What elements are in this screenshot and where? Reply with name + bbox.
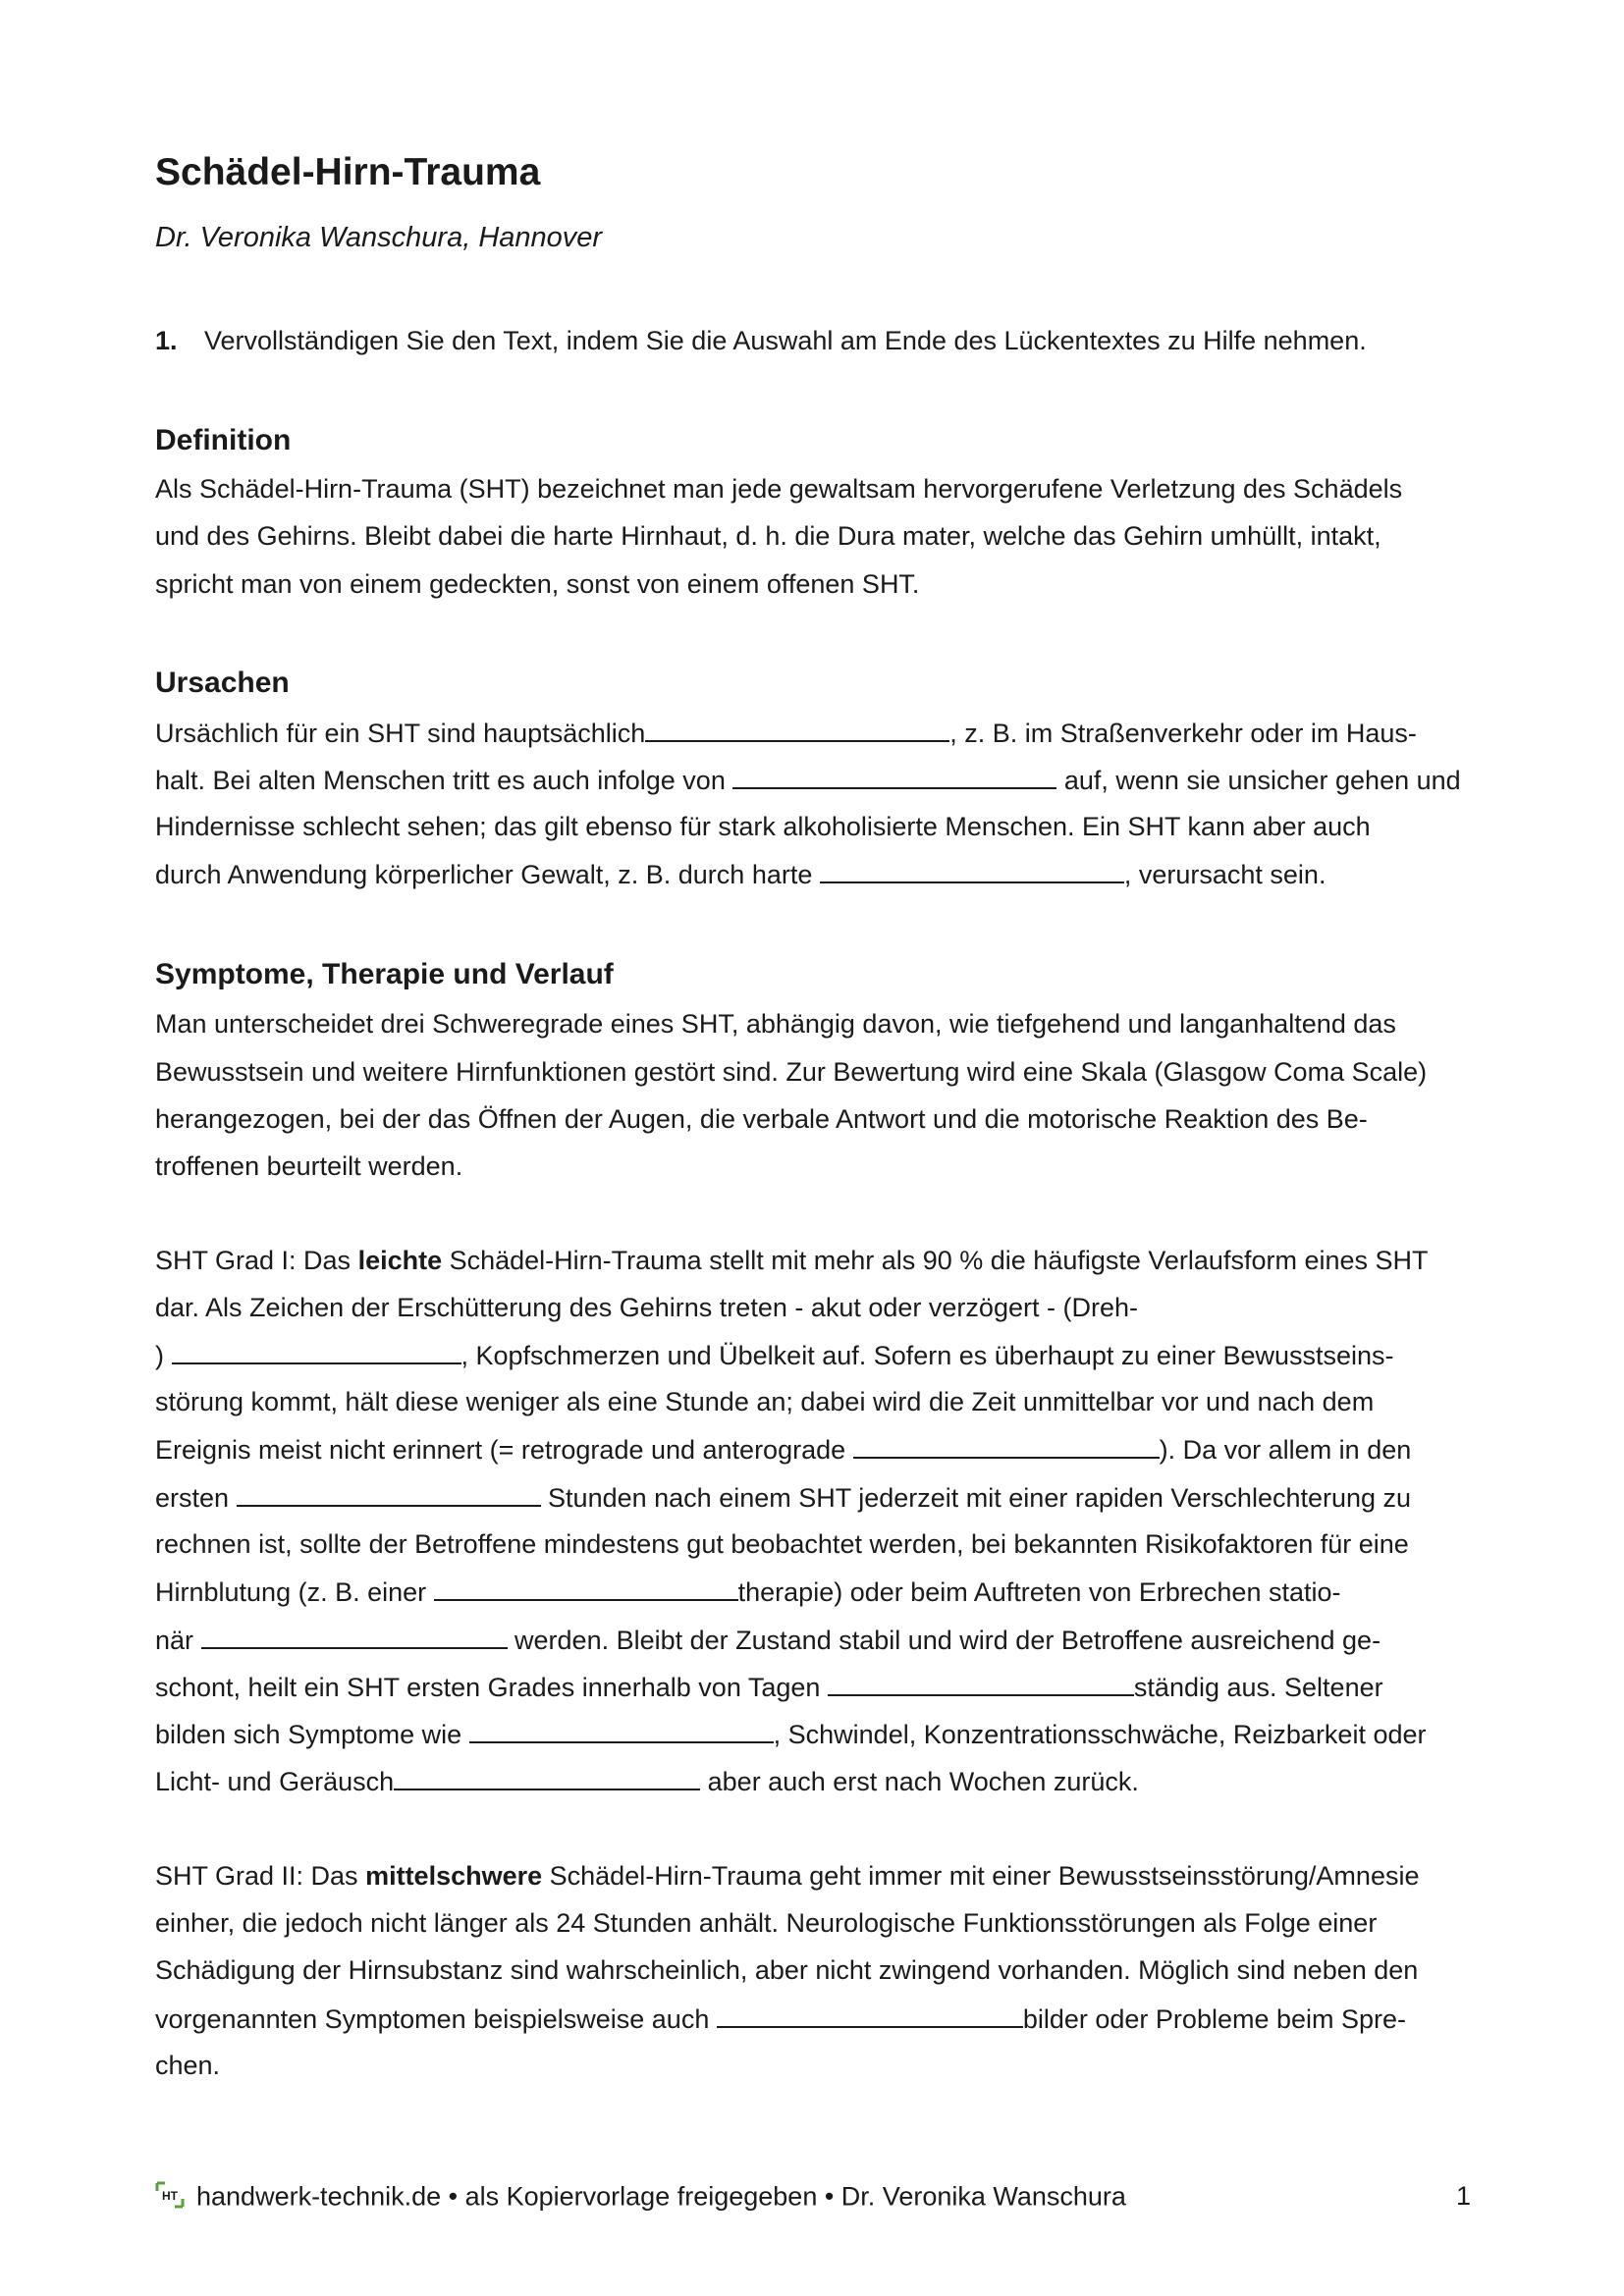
emphasis-mittelschwere: mittelschwere: [365, 1861, 543, 1891]
blank-field[interactable]: [645, 717, 949, 742]
publisher-logo-icon: [155, 2181, 185, 2216]
grad1-line: Licht- und Geräusch aber auch erst nach Wochen zurück.: [155, 1767, 1139, 1796]
emphasis-leichte: leichte: [357, 1246, 443, 1275]
heading-symptome: Symptome, Therapie und Verlauf: [155, 958, 614, 990]
page-footer: [155, 2181, 1471, 2216]
task-instruction: [155, 326, 1367, 356]
blank-field[interactable]: [469, 1718, 774, 1743]
grad1-line: när werden. Bleibt der Zustand stabil und wird der Betroffene ausreichend ge-: [155, 1626, 1381, 1655]
blank-field[interactable]: [828, 1671, 1134, 1696]
grad1-line: störung kommt, hält diese weniger als eine Stunde an; dabei wird die Zeit unmittelbar vor und nach dem: [155, 1387, 1375, 1416]
footer-text: handwerk-technik.de • als Kopiervorlage freigegeben • Dr. Veronika Wanschura: [196, 2181, 1126, 2212]
task-text: Vervollständigen Sie den Text, indem Sie die Auswahl am Ende des Lückentextes zu Hilfe nehmen.: [204, 326, 1367, 355]
grad1-line: ) , Kopfschmerzen und Übelkeit auf. Sofern es überhaupt zu einer Bewusstseins-: [155, 1341, 1394, 1370]
definition-line: Als Schädel-Hirn-Trauma (SHT) bezeichnet man jede gewaltsam hervorgerufene Verletzung des Schädels: [155, 474, 1403, 504]
grad1-line: bilden sich Symptome wie , Schwindel, Konzentrationsschwäche, Reizbarkeit oder: [155, 1720, 1427, 1749]
blank-field[interactable]: [732, 764, 1056, 789]
grad2-line: einher, die jedoch nicht länger als 24 Stunden anhält. Neurologische Funktionsstörungen als Folge einer: [155, 1908, 1378, 1938]
grad1-line: ersten Stunden nach einem SHT jederzeit mit einer rapiden Verschlechterung zu: [155, 1483, 1412, 1513]
symptome-line: Bewusstsein und weitere Hirnfunktionen gestört sind. Zur Bewertung wird eine Skala (Glasgow Coma Scale): [155, 1057, 1428, 1087]
blank-field[interactable]: [172, 1339, 461, 1364]
grad2-line: vorgenannten Symptomen beispielsweise auch bilder oder Probleme beim Spre-: [155, 2004, 1407, 2034]
ursachen-line: Hindernisse schlecht sehen; das gilt ebenso für stark alkoholisierte Menschen. Ein SHT kann aber auch: [155, 812, 1371, 841]
grad1-line: Hirnblutung (z. B. einer therapie) oder beim Auftreten von Erbrechen statio-: [155, 1577, 1341, 1607]
grad1-line: rechnen ist, sollte der Betroffene mindestens gut beobachtet werden, bei bekannten Risikofaktoren für eine: [155, 1529, 1409, 1559]
grad2-line: SHT Grad II: Das mittelschwere Schädel-Hirn-Trauma geht immer mit einer Bewusstseinsstörung/Amnesie: [155, 1861, 1420, 1891]
svg-text:HT: HT: [162, 2189, 178, 2203]
symptome-line: Man unterscheidet drei Schweregrade eines SHT, abhängig davon, wie tiefgehend und langanhaltend das: [155, 1009, 1396, 1039]
grad1-line: SHT Grad I: Das leichte Schädel-Hirn-Trauma stellt mit mehr als 90 % die häufigste Verlaufsform eines SHT: [155, 1246, 1429, 1275]
ursachen-line: halt. Bei alten Menschen tritt es auch infolge von auf, wenn sie unsicher gehen und: [155, 766, 1461, 795]
grad1-line: Ereignis meist nicht erinnert (= retrograde und anterograde ). Da vor allem in den: [155, 1435, 1412, 1465]
symptome-line: herangezogen, bei der das Öffnen der Augen, die verbale Antwort und die motorische Reaktion des Be-: [155, 1104, 1368, 1134]
heading-ursachen: Ursachen: [155, 667, 290, 699]
grad1-line: dar. Als Zeichen der Erschütterung des Gehirns treten - akut oder verzögert - (Dreh-: [155, 1293, 1138, 1322]
ursachen-line: Ursächlich für ein SHT sind hauptsächlich , z. B. im Straßenverkehr oder im Haus-: [155, 719, 1417, 748]
blank-field[interactable]: [853, 1433, 1160, 1459]
blank-field[interactable]: [201, 1624, 508, 1649]
grad2-line: Schädigung der Hirnsubstanz sind wahrscheinlich, aber nicht zwingend vorhanden. Möglich sind neben den: [155, 1955, 1419, 1985]
task-number: 1.: [155, 326, 178, 355]
blank-field[interactable]: [394, 1765, 700, 1790]
heading-definition: Definition: [155, 424, 292, 456]
blank-field[interactable]: [434, 1575, 738, 1601]
blank-field[interactable]: [717, 2002, 1023, 2028]
symptome-line: troffenen beurteilt werden.: [155, 1151, 463, 1181]
definition-line: spricht man von einem gedeckten, sonst von einem offenen SHT.: [155, 569, 920, 599]
blank-field[interactable]: [820, 858, 1124, 883]
grad2-line: chen.: [155, 2051, 221, 2080]
blank-field[interactable]: [237, 1481, 541, 1507]
definition-line: und des Gehirns. Bleibt dabei die harte Hirnhaut, d. h. die Dura mater, welche das Gehirn umhüllt, intakt,: [155, 521, 1381, 551]
author: Dr. Veronika Wanschura, Hannover: [155, 222, 603, 253]
page-number: 1: [1455, 2181, 1471, 2211]
ursachen-line: durch Anwendung körperlicher Gewalt, z. B. durch harte , verursacht sein.: [155, 860, 1326, 889]
grad1-line: schont, heilt ein SHT ersten Grades innerhalb von Tagen ständig aus. Seltener: [155, 1673, 1383, 1702]
page-title: Schädel-Hirn-Trauma: [155, 151, 541, 193]
